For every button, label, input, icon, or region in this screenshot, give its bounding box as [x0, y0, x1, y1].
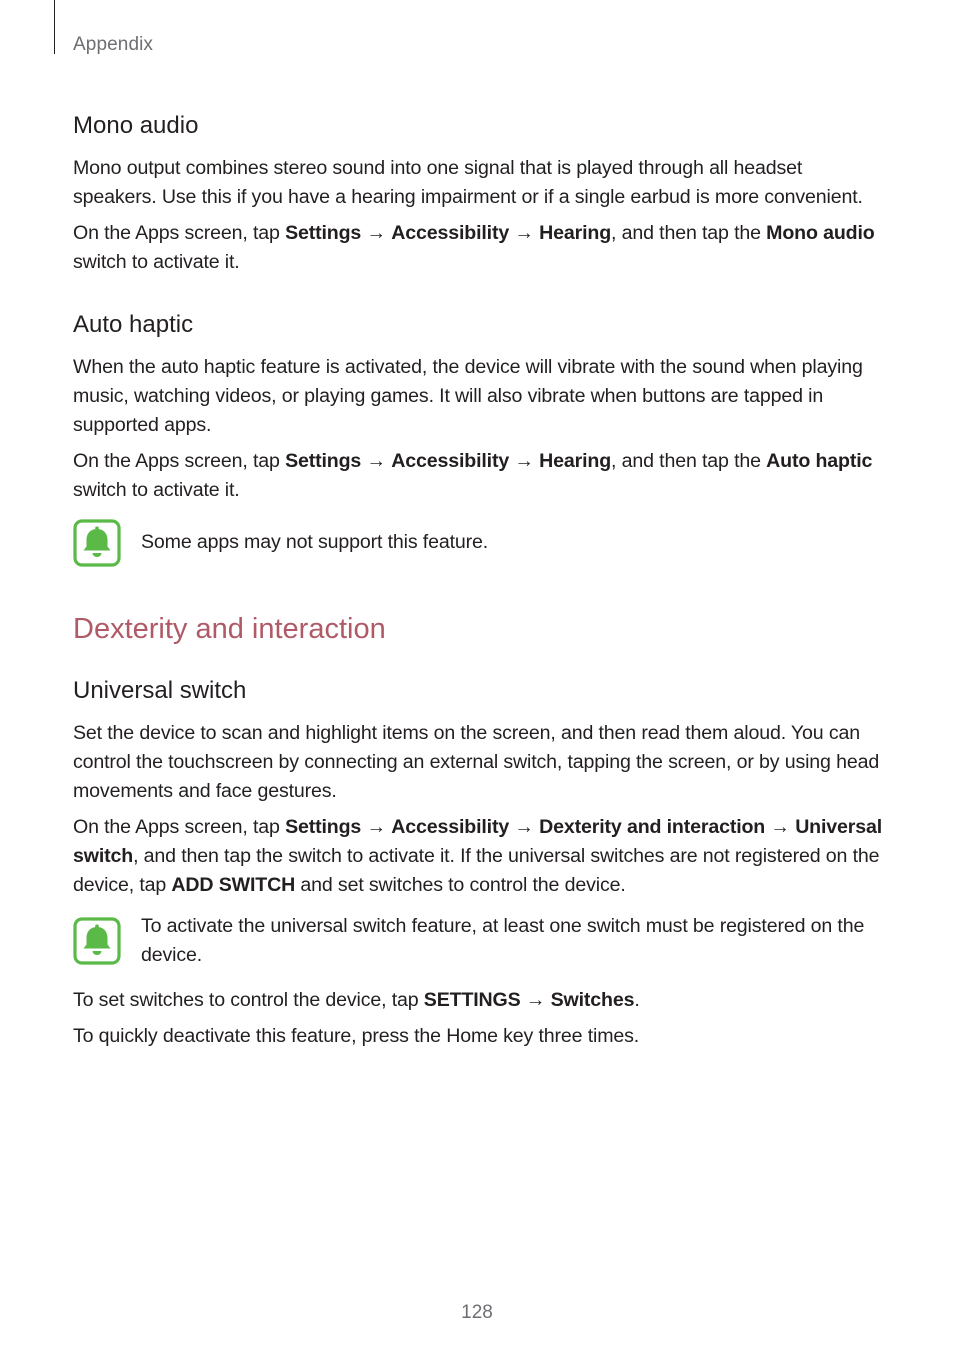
- instruction-text: .: [634, 989, 640, 1011]
- auto-haptic-instruction: [73, 447, 888, 505]
- arrow: →: [361, 450, 392, 472]
- switches-term: Switches: [550, 989, 635, 1011]
- mono-audio-term: Mono audio: [766, 222, 875, 244]
- arrow: →: [509, 450, 540, 472]
- accessibility-term: Accessibility: [391, 816, 510, 838]
- accessibility-term: Accessibility: [391, 450, 510, 472]
- dexterity-term: Dexterity and interaction: [539, 816, 766, 838]
- mono-audio-instruction: [73, 219, 888, 277]
- page-content: [73, 108, 888, 1058]
- note-universal-switch: [73, 912, 888, 970]
- page-number: 128: [461, 1302, 493, 1323]
- instruction-text: and set switches to control the device.: [295, 874, 626, 896]
- deactivate-instruction: To quickly deactivate this feature, press the Home key three times.: [73, 1025, 640, 1047]
- instruction-text: , and then tap the: [611, 222, 767, 244]
- settings-term: Settings: [285, 816, 362, 838]
- notification-bell-icon: [73, 917, 121, 965]
- hearing-term: Hearing: [539, 450, 612, 472]
- universal-switch-heading: Universal switch: [73, 677, 247, 704]
- hearing-term: Hearing: [539, 222, 612, 244]
- instruction-text: On the Apps screen, tap: [73, 450, 286, 472]
- accessibility-term: Accessibility: [391, 222, 510, 244]
- instruction-text: On the Apps screen, tap: [73, 222, 286, 244]
- margin-rule: [54, 0, 55, 54]
- instruction-text: , and then tap the: [611, 450, 767, 472]
- auto-haptic-description: When the auto haptic feature is activated, the device will vibrate with the sound when playing music, watching videos, or playing games. It will also vibrate when buttons are tapped in supported apps.: [73, 356, 863, 436]
- note-auto-haptic: [73, 519, 888, 567]
- instruction-text: On the Apps screen, tap: [73, 816, 286, 838]
- universal-switch-term: Universal switch: [73, 816, 883, 867]
- arrow: →: [361, 816, 392, 838]
- auto-haptic-term: Auto haptic: [766, 450, 873, 472]
- instruction-text: switch to activate it.: [73, 251, 240, 273]
- instruction-text: To set switches to control the device, tap: [73, 989, 424, 1011]
- arrow: →: [509, 816, 540, 838]
- notification-bell-icon: [73, 519, 121, 567]
- mono-audio-description: Mono output combines stereo sound into one signal that is played through all headset speakers. Use this if you have a hearing impairment or if a single earbud is more convenient.: [73, 157, 863, 208]
- universal-switch-description: Set the device to scan and highlight items on the screen, and then read them aloud. You can control the touchscreen by connecting an external switch, tapping the screen, or by using head movements and face gestures.: [73, 722, 880, 802]
- instruction-text: switch to activate it.: [73, 479, 240, 501]
- universal-switch-instruction: [73, 813, 888, 900]
- settings-term: Settings: [285, 450, 362, 472]
- settings-term: Settings: [285, 222, 362, 244]
- arrow: →: [509, 222, 540, 244]
- mono-audio-heading: Mono audio: [73, 112, 199, 139]
- instruction-text: , and then tap the switch to activate it. If the universal switches are not registered on the device, tap: [73, 845, 880, 896]
- section-title: Dexterity and interaction: [73, 613, 386, 645]
- settings-caps-term: SETTINGS: [423, 989, 521, 1011]
- arrow: →: [361, 222, 392, 244]
- add-switch-term: ADD SWITCH: [171, 874, 296, 896]
- auto-haptic-heading: Auto haptic: [73, 311, 194, 338]
- note-text: To activate the universal switch feature, at least one switch must be registered on the device.: [141, 915, 865, 966]
- note-text: Some apps may not support this feature.: [141, 531, 489, 553]
- running-head: Appendix: [73, 34, 154, 55]
- arrow: →: [520, 989, 551, 1011]
- arrow: →: [765, 816, 796, 838]
- switch-settings-instruction: [73, 986, 888, 1015]
